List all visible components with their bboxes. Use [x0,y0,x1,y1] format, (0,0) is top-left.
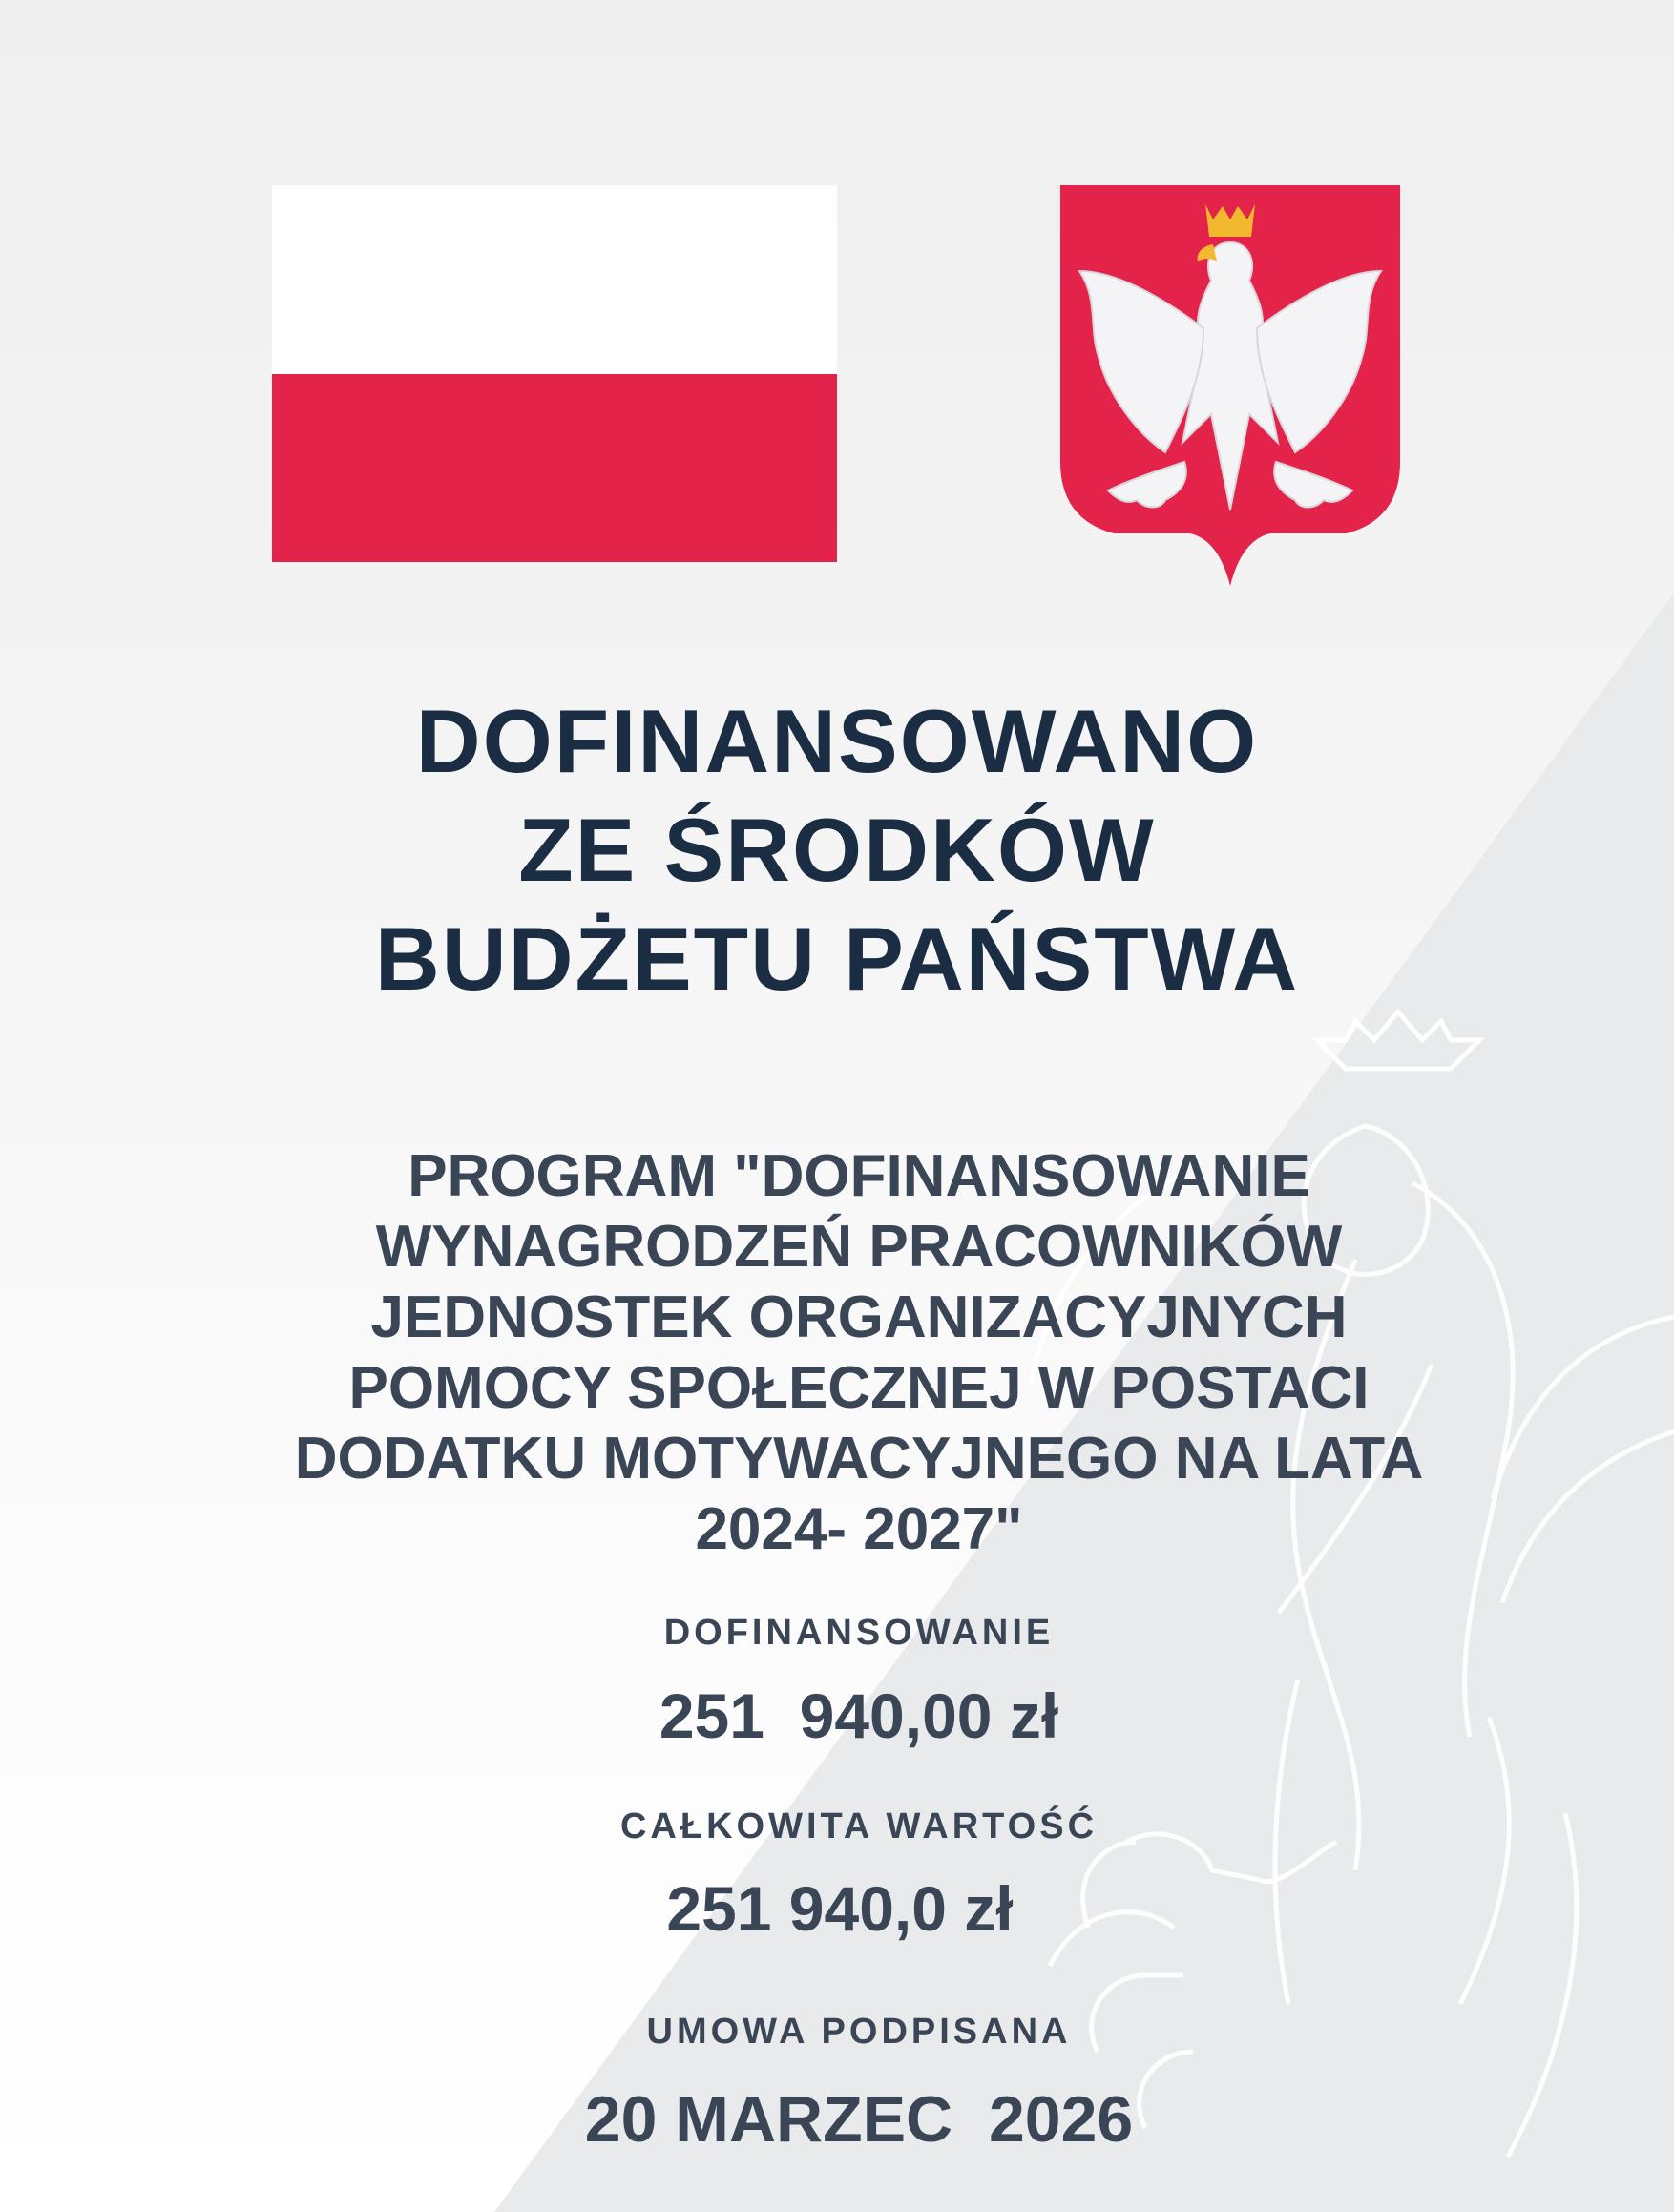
total-value: 251 940,0 zł [666,1873,1014,1944]
signed-label: UMOWA PODPISANA [646,2012,1072,2052]
program-line: PROGRAM "DOFINANSOWANIE [408,1143,1310,1209]
program-line: WYNAGRODZEŃ PRACOWNIKÓW [375,1214,1343,1280]
funding-value: 251 940,00 zł [659,1680,1059,1751]
program-line: POMOCY SPOŁECZNEJ W POSTACI [348,1355,1370,1421]
flag-white-stripe [272,185,837,374]
program-line: DODATKU MOTYWACYJNEGO NA LATA [294,1426,1424,1492]
title-line: ZE ŚRODKÓW [518,800,1156,900]
signed-date: 20 MARZEC 2026 [584,2083,1134,2156]
flag-red-stripe [272,374,837,562]
program-line: 2024- 2027" [695,1496,1023,1562]
program-line: JEDNOSTEK ORGANIZACYJNYCH [370,1284,1348,1350]
program-name [191,1141,1527,1565]
page-title [0,687,1674,1013]
title-line: DOFINANSOWANO [415,691,1259,791]
polish-flag [272,185,837,562]
funding-label: DOFINANSOWANIE [663,1613,1055,1653]
title-line: BUDŻETU PAŃSTWA [374,908,1300,1009]
polish-coat-of-arms-icon [1060,185,1400,586]
total-value-label: CAŁKOWITA WARTOŚĆ [619,1806,1099,1847]
